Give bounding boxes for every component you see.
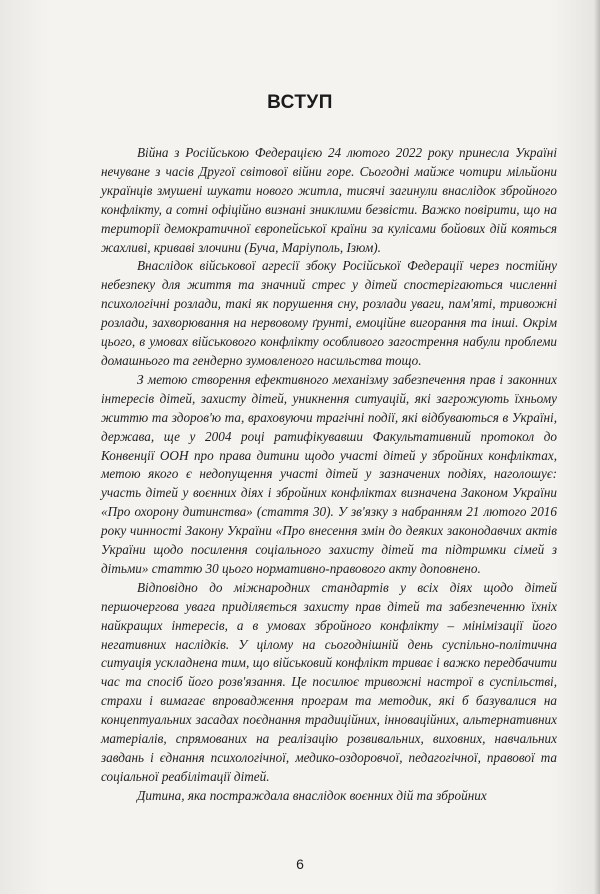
paragraph-psychological-disorders: Внаслідок військової агресії збоку Російської Федерації через постійну небезпеку для життя та значний стрес у дітей спостерігаються численні психологічні розлади, такі як порушення сну, розлади уваги, пам'яті, тривожні розлади, захворювання на нервовому ґрунті, емоційне вигорання та інші. Окрім цього, в умовах військового конфлікту особливого загострення набули проблеми домашнього та гендерно зумовленого насильства тощо.: [101, 258, 557, 368]
paragraph-war-intro: Війна з Російською Федерацією 24 лютого 2022 року принесла Україні нечуване з часів Другої світової війни горе. Сьогодні майже чотири мільйони українців змушені шукати нового житла, тисячі загинули внаслідок збройного конфлікту, а сотні офіційно визнані зниклими безвісти. Важко повірити, що на території демократичної європейської країни за кулісами бойових дій кояться жахливі, криваві злочини (Буча, Маріуполь, Ізюм).: [101, 145, 557, 255]
page-number: 6: [296, 856, 304, 872]
body-text: [101, 144, 557, 806]
paragraph-international-standards: Відповідно до міжнародних стандартів у всіх діях щодо дітей першочергова увага приділяється захисту прав дітей та забезпеченню їхніх найкращих інтересів, а в умовах збройного конфлікту – мінімізації його негативних наслідків. У цілому на сьогоднішній день суспільно-політична ситуація ускладнена тим, що військовий конфлікт триває і важко передбачити час та спосіб його розв'язання. Це посилює тривожні настрої в суспільстві, страхи і вимагає впровадження програм та методик, які б базувалися на концептуальних засадах поєднання традиційних, інноваційних, альтернативних матеріалів, спрямованих на реалізацію розвивальних, виховних, навчальних завдань і єднання психологічної, медико-оздоровчої, педагогічної, правової та соціальної реабілітації дітей.: [101, 579, 557, 784]
paragraph-child-affected: Дитина, яка постраждала внаслідок воєнних дій та збройних: [137, 787, 487, 803]
paragraph-legal-protection: З метою створення ефективного механізму забезпечення прав і законних інтересів дітей, захисту дітей, уникнення ситуацій, які загрожують їхньому життю та здоров'ю та, враховуючи трагічні події, які відбуваються в Україні, держава, ще у 2004 році ратифікувавши Факультативний протокол до Конвенції ООН про права дитини щодо участі дітей у збройних конфліктах, метою якого є недопущення участі дітей у зазначених подіях, наголошує: участь дітей у воєнних діях і збройних конфліктах визначена Законом України «Про охорону дитинства» (стаття 30). У зв'язку з набранням 21 лютого 2016 року чинності Закону України «Про внесення змін до деяких законодавчих актів України щодо посилення соціального захисту дітей та підтримки сімей з дітьми» статтю 30 цього нормативно-правового акту доповнено.: [101, 371, 557, 576]
section-heading: ВСТУП: [267, 92, 333, 113]
